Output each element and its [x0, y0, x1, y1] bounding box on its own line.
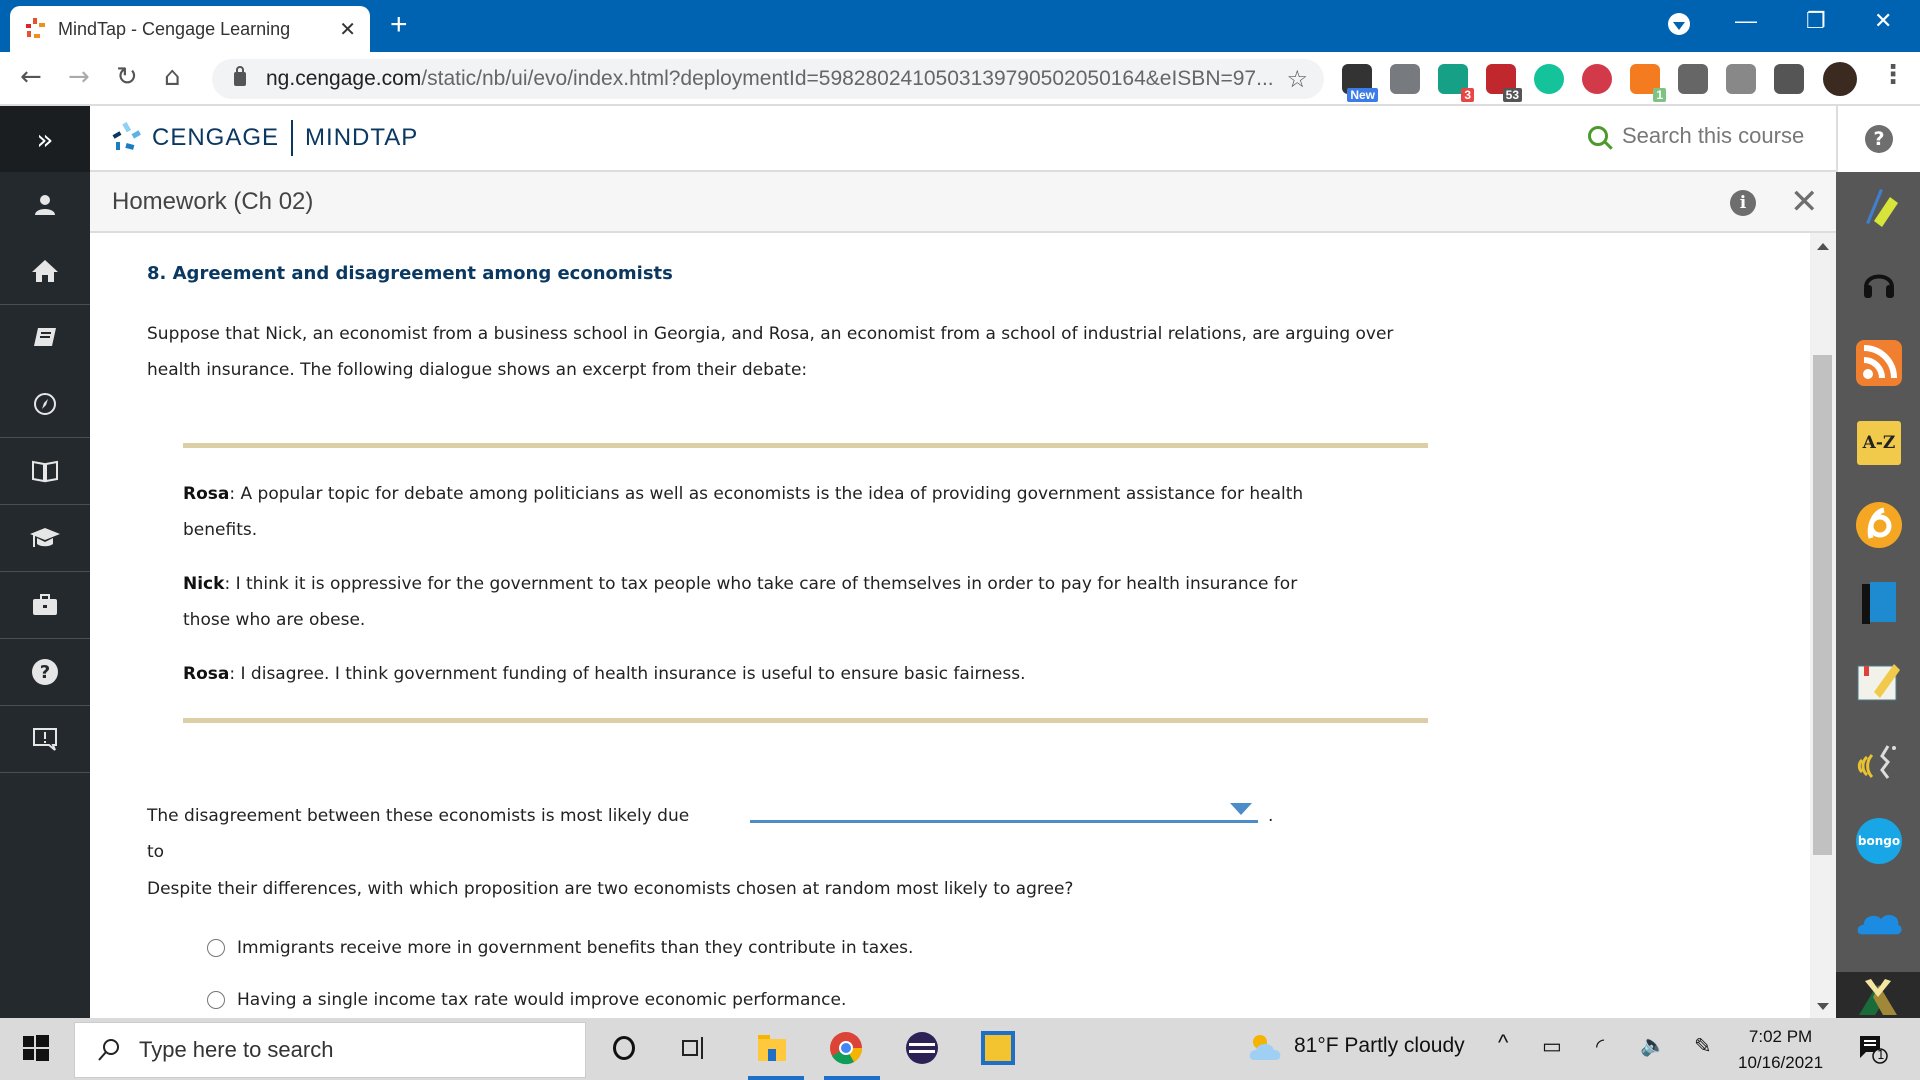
content-scrollbar[interactable]: [1810, 233, 1836, 1018]
active-app-indicator: [748, 1076, 804, 1080]
tab-title: MindTap - Cengage Learning: [58, 18, 291, 39]
cortana-icon[interactable]: [606, 1030, 642, 1066]
mindtap-left-nav: [0, 106, 90, 1018]
cengage-logo-icon: [112, 121, 144, 155]
option-radio-2[interactable]: [207, 991, 225, 1009]
forward-button[interactable]: →: [68, 62, 90, 92]
search-icon: [97, 1038, 121, 1062]
dialogue-entry: Rosa: I disagree. I think government funding of health insurance is useful to ensure basic fairness.: [183, 664, 1026, 684]
rss-icon[interactable]: [1856, 340, 1902, 386]
taskbar-search[interactable]: Type here to search: [74, 1022, 586, 1078]
browser-toolbar: [0, 52, 1920, 106]
chevron-down-icon: [1673, 22, 1685, 30]
glossary-a-z-icon[interactable]: A-Z: [1856, 420, 1902, 466]
a-extension-icon[interactable]: [1438, 64, 1471, 102]
weather-text[interactable]: 81°F Partly cloudy: [1294, 1034, 1465, 1057]
option-radio-1[interactable]: [207, 939, 225, 957]
app-dock-right: [1836, 172, 1920, 1018]
dialogue-entry: Nick: I think it is oppressive for the government to tax people who take care of themselves in order to pay for health insurance for those who are obese.: [183, 574, 1298, 630]
compass-icon[interactable]: [0, 371, 90, 437]
url-text[interactable]: ng.cengage.com/static/nb/ui/evo/index.html?deploymentId=5982802410503139790502050164&eISBN=97...: [266, 67, 1274, 90]
home-icon[interactable]: [0, 238, 90, 304]
mindtap-header: [90, 106, 1836, 172]
restore-button[interactable]: ❐: [1806, 8, 1826, 33]
dropdown-arrow-icon: [1230, 803, 1252, 815]
back-button[interactable]: ←: [20, 62, 42, 92]
chrome-icon[interactable]: [828, 1030, 864, 1066]
browser-tab[interactable]: [10, 6, 370, 52]
close-activity-icon[interactable]: ✕: [1790, 182, 1819, 222]
onedrive-icon[interactable]: [1856, 898, 1902, 944]
notifications-icon[interactable]: 1: [1858, 1034, 1888, 1068]
highlighter-icon[interactable]: [1856, 182, 1902, 228]
intro-line-1: Suppose that Nick, an economist from a business school in Georgia, and Rosa, an economist from a school of industrial relations, are arguing over: [147, 324, 1394, 344]
intro-line-2: health insurance. The following dialogue shows an excerpt from their debate:: [147, 360, 808, 380]
search-icon: [1588, 126, 1608, 146]
logo-divider: [291, 120, 293, 156]
active-app-indicator: [824, 1076, 880, 1080]
answer-dropdown[interactable]: [750, 799, 1258, 823]
new-tab-button[interactable]: +: [390, 8, 408, 41]
dialogue-top-rule: [183, 443, 1428, 448]
headphones-icon[interactable]: [1856, 260, 1902, 306]
volume-icon[interactable]: 🔈: [1640, 1034, 1667, 1057]
feedback-icon[interactable]: [0, 706, 90, 772]
windows-start-icon[interactable]: [18, 1030, 54, 1066]
browser-tab-strip: [0, 0, 1920, 52]
question-content: [90, 233, 1810, 1018]
eclipse-icon[interactable]: [904, 1030, 940, 1066]
tab-close-icon[interactable]: ✕: [339, 17, 356, 41]
scroll-down-icon[interactable]: [1817, 1003, 1829, 1010]
camera-extension-icon[interactable]: [1342, 64, 1375, 102]
option-label-2[interactable]: Having a single income tax rate would improve economic performance.: [237, 990, 847, 1010]
honey-extension-icon[interactable]: [1630, 64, 1663, 102]
extension-badge: 53: [1503, 88, 1522, 102]
address-bar[interactable]: [212, 59, 1324, 99]
browser-menu-button[interactable]: ⋮: [1880, 60, 1906, 90]
sd-extension-icon[interactable]: [1678, 64, 1708, 94]
activity-title: Homework (Ch 02): [112, 188, 314, 215]
sticky-app-icon[interactable]: [980, 1030, 1016, 1066]
dropdown-prompt: The disagreement between these economists is most likely due to: [147, 806, 690, 862]
dialogue-bottom-rule: [183, 718, 1428, 723]
scroll-up-icon[interactable]: [1817, 243, 1829, 250]
home-button[interactable]: ⌂: [164, 62, 181, 92]
activity-bar: [90, 172, 1836, 233]
file-explorer-icon[interactable]: [754, 1030, 790, 1066]
globe-extension-icon[interactable]: [1582, 64, 1612, 94]
ebook-icon[interactable]: [0, 438, 90, 504]
notes-icon[interactable]: [1856, 658, 1902, 704]
tab-search-button[interactable]: [1668, 13, 1690, 35]
lock-icon: [234, 72, 246, 86]
cast-extension-icon[interactable]: [1726, 64, 1756, 94]
dialogue-entry: Rosa: A popular topic for debate among politicians as well as economists is the idea of providing government assistance for health benefits.: [183, 484, 1304, 540]
bongo-icon[interactable]: bongo: [1856, 818, 1902, 864]
dropdown-suffix: .: [1268, 806, 1274, 826]
product-name: MINDTAP: [305, 124, 419, 151]
extension-badge: 3: [1461, 88, 1474, 102]
expand-nav-button[interactable]: »: [0, 106, 90, 172]
help-button[interactable]: [1836, 106, 1920, 172]
windows-taskbar: [0, 1018, 1920, 1080]
course-search[interactable]: [1588, 123, 1804, 149]
wifi-icon[interactable]: ◜: [1596, 1035, 1605, 1058]
help-icon: ?: [1865, 125, 1893, 153]
search-input[interactable]: Search this course: [1622, 123, 1805, 148]
extension-badge: New: [1347, 88, 1378, 102]
notebook-icon[interactable]: [0, 305, 90, 371]
mc-prompt: Despite their differences, with which proposition are two economists chosen at random most likely to agree?: [147, 879, 1074, 899]
readspeaker-icon[interactable]: [1856, 738, 1902, 784]
profile-icon[interactable]: [0, 172, 90, 238]
battery-icon[interactable]: ▭: [1542, 1035, 1562, 1058]
progress-app-icon[interactable]: [1856, 502, 1902, 548]
cengage-favicon-icon: [24, 18, 46, 40]
weather-icon[interactable]: [1248, 1032, 1282, 1066]
keep-extension-icon[interactable]: [1390, 64, 1420, 94]
scrollbar-thumb[interactable]: [1813, 355, 1832, 855]
extension-badge: 1: [1653, 88, 1666, 102]
window-close-button[interactable]: ✕: [1874, 8, 1893, 33]
question-title: 8. Agreement and disagreement among economists: [147, 263, 673, 284]
option-label-1[interactable]: Immigrants receive more in government benefits than they contribute in taxes.: [237, 938, 914, 958]
help-icon[interactable]: ?: [0, 639, 90, 705]
grammarly-extension-icon[interactable]: [1534, 64, 1564, 94]
graduation-cap-icon[interactable]: [0, 505, 90, 571]
bookmark-star-icon[interactable]: ☆: [1286, 65, 1308, 93]
minimize-button[interactable]: —: [1735, 8, 1757, 33]
task-view-icon[interactable]: [676, 1030, 712, 1066]
cengage-mindtap-logo[interactable]: [112, 120, 418, 156]
info-icon[interactable]: i: [1730, 190, 1756, 216]
book-icon[interactable]: [1856, 580, 1902, 626]
reload-button[interactable]: ↻: [116, 62, 138, 92]
adblock-extension-icon[interactable]: [1486, 64, 1519, 102]
app-x-icon[interactable]: [1836, 972, 1920, 1018]
pen-icon[interactable]: ✎: [1694, 1035, 1712, 1058]
puzzle-extension-icon[interactable]: [1774, 64, 1804, 94]
briefcase-icon[interactable]: [0, 572, 90, 638]
profile-avatar[interactable]: [1823, 62, 1857, 96]
clock[interactable]: 7:02 PM 10/16/2021: [1738, 1027, 1824, 1072]
show-hidden-icons-chevron[interactable]: ^: [1498, 1030, 1509, 1055]
brand-name: CENGAGE: [152, 124, 280, 151]
